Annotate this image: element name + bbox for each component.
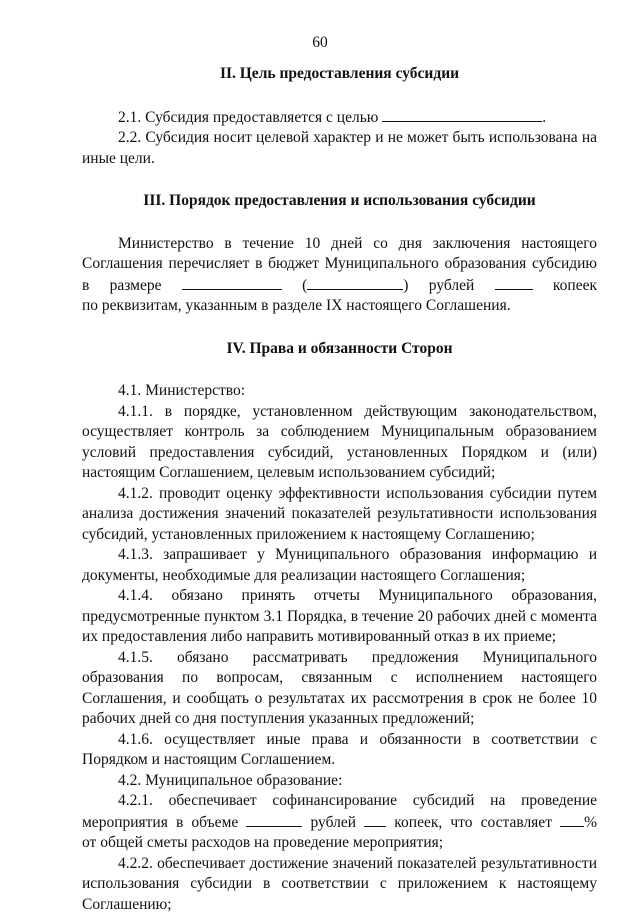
paragraph-2-1-text: 2.1. Субсидия предоставляется с целью (118, 109, 378, 126)
paragraph-3-1-part1: Министерство в течение 10 дней со дня заключения настоящего Соглашения перечисляет в бюджет Муниципального образования субсидию (82, 234, 597, 275)
section-4-heading: IV. Права и обязанности Сторон (82, 339, 597, 360)
paragraph-4-2: 4.2. Муниципальное образование: (82, 771, 597, 792)
in-word: в (82, 276, 89, 297)
purpose-blank (382, 107, 542, 122)
paragraph-4-1-6: 4.1.6. осуществляет иные права и обязанности в соответствии с Порядком и настоящим Соглашением. (82, 730, 597, 771)
section-3-heading: III. Порядок предоставления и использования субсидии (82, 191, 597, 212)
paragraph-2-1 (82, 107, 597, 129)
kopecks-word: копеек (553, 276, 597, 297)
cofinancing-rubles-blank (246, 812, 302, 827)
paragraph-2-2: 2.2. Субсидия носит целевой характер и не может быть использована на иные цели. (82, 128, 597, 169)
paragraph-4-1-3: 4.1.3. запрашивает у Муниципального образования информацию и документы, необходимые для реализации настоящего Соглашения; (82, 545, 597, 586)
amount-words-blank (307, 275, 403, 290)
amount-words-group (302, 275, 408, 297)
cofinancing-kopecks-blank (364, 812, 386, 827)
document-body (82, 64, 597, 915)
paragraph-2-1-end: . (542, 109, 546, 126)
size-word: размере (110, 276, 162, 297)
paragraph-3-1-part2: по реквизитам, указанным в разделе IX настоящего Соглашения. (82, 296, 597, 317)
section-2-heading: II. Цель предоставления субсидии (82, 64, 597, 85)
amount-digits-blank (182, 275, 282, 290)
paragraph-4-1-1: 4.1.1. в порядке, установленном действующим законодательством, осуществляет контроль за соблюдением Муниципальным образованием условий предоставления субсидий, установленных Порядком и (или) настоящим Соглашением, целевым использованием субсидий; (82, 402, 597, 484)
subsidy-amount-line (82, 275, 597, 297)
paragraph-4-1: 4.1. Министерство: (82, 381, 597, 402)
paragraph-4-1-4: 4.1.4. обязано принять отчеты Муниципального образования, предусмотренные пунктом 3.1 Порядка, в течение 20 рабочих дней с момента их предоставления либо направить мотивированный отказ в их приеме; (82, 586, 597, 648)
percent-sign: % (584, 814, 597, 831)
paren-close: ) (403, 277, 408, 294)
page-number: 60 (0, 33, 640, 53)
paragraph-4-2-1-end: от общей сметы расходов на проведение мероприятия; (82, 833, 597, 854)
kopecks-blank (495, 275, 533, 290)
paragraph-4-1-5: 4.1.5. обязано рассматривать предложения Муниципального образования по вопросам, связанным с исполнением настоящего Соглашения, и сообщать о результатах их рассмотрения в срок не более 10 рабочих дней со дня поступления указанных предложений; (82, 648, 597, 730)
cofinancing-percent-blank (560, 812, 584, 827)
paragraph-4-1-2: 4.1.2. проводит оценку эффективности использования субсидии путем анализа достижения значений показателей результативности использования субсидий, установленных приложением к настоящему Соглашению; (82, 484, 597, 546)
cofinancing-kopecks-text: копеек, что составляет (394, 814, 552, 831)
paragraph-4-2-2: 4.2.2. обеспечивает достижение значений показателей результативности использования субсидии в соответствии с приложением к настоящему Соглашению; (82, 854, 597, 915)
paragraph-4-2-1-text: 4.2.1. обеспечивает софинансирование субсидий на проведение мероприятия в объеме (82, 792, 597, 831)
paragraph-4-2-1 (82, 791, 597, 833)
cofinancing-rubles-word: рублей (311, 814, 357, 831)
paren-open: ( (302, 277, 307, 294)
rubles-word: рублей (429, 276, 475, 297)
